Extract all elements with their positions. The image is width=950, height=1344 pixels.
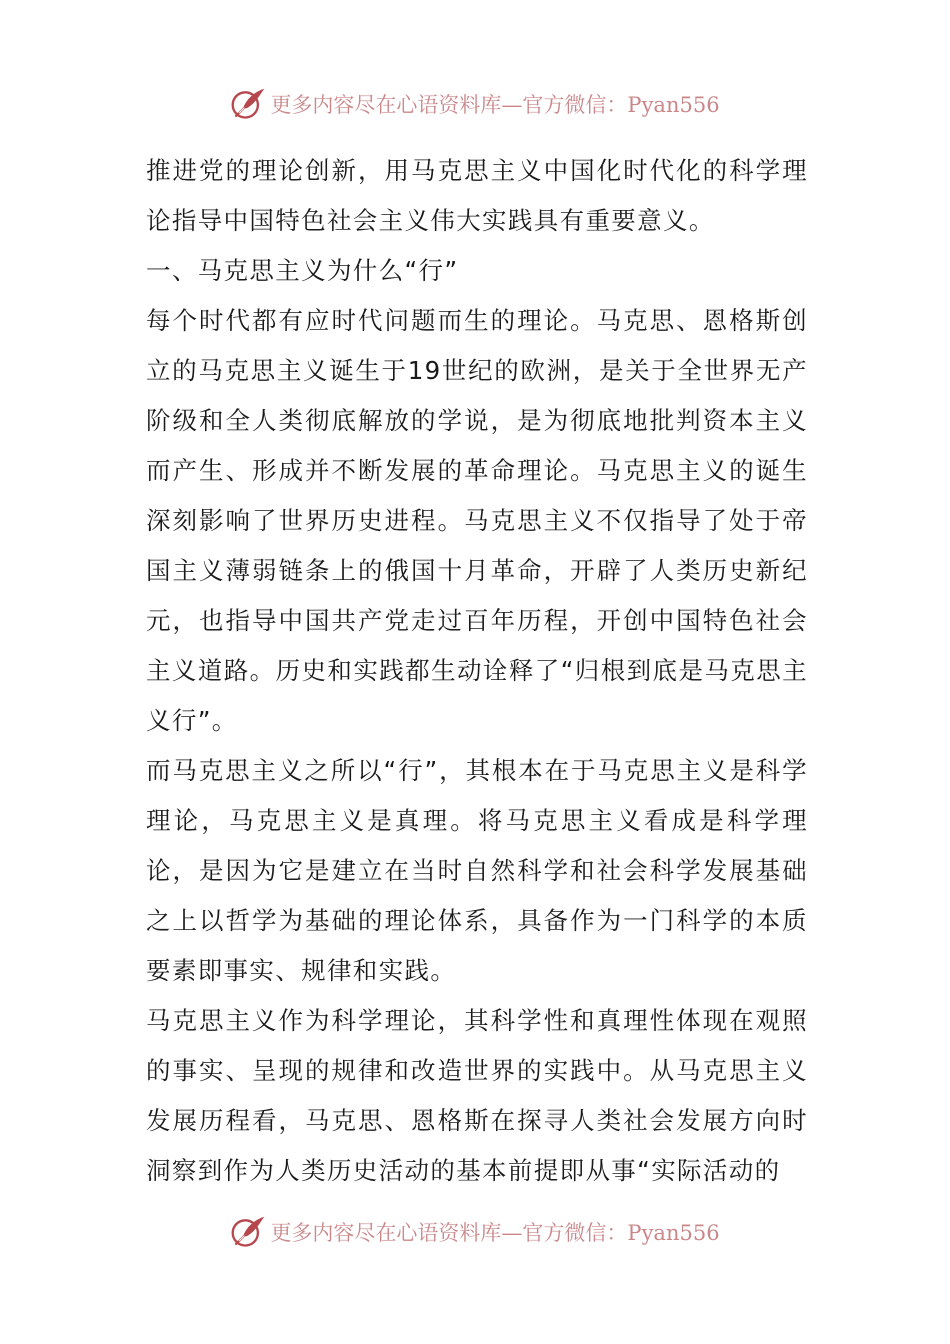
footer-watermark-text: 更多内容尽在心语资料库—官方微信：Pyan556 xyxy=(270,1221,720,1245)
footer-watermark-banner xyxy=(0,1212,950,1252)
paragraph-1: 推进党的理论创新，用马克思主义中国化时代化的科学理论指导中国特色社会主义伟大实践具有重要意义。 xyxy=(146,156,808,235)
header-watermark-banner xyxy=(0,84,950,124)
paragraph-4: 马克思主义作为科学理论，其科学性和真理性体现在观照的事实、呈现的规律和改造世界的实践中。从马克思主义发展历程看，马克思、恩格斯在探寻人类社会发展方向时洞察到作为人类历史活动的基本前提即从事“实际活动的 xyxy=(146,1006,808,1185)
quill-logo-icon xyxy=(230,1214,266,1250)
quill-logo-icon xyxy=(230,86,266,122)
section-heading: 一、马克思主义为什么“行” xyxy=(146,256,459,285)
paragraph-2: 每个时代都有应时代问题而生的理论。马克思、恩格斯创立的马克思主义诞生于19世纪的欧洲，是关于全世界无产阶级和全人类彻底解放的学说，是为彻底地批判资本主义而产生、形成并不断发展的革命理论。马克思主义的诞生深刻影响了世界历史进程。马克思主义不仅指导了处于帝国主义薄弱链条上的俄国十月革命，开辟了人类历史新纪元，也指导中国共产党走过百年历程，开创中国特色社会主义道路。历史和实践都生动诠释了“归根到底是马克思主义行”。 xyxy=(146,306,808,735)
document-body xyxy=(146,146,808,1196)
paragraph-3: 而马克思主义之所以“行”，其根本在于马克思主义是科学理论，马克思主义是真理。将马克思主义看成是科学理论，是因为它是建立在当时自然科学和社会科学发展基础之上以哲学为基础的理论体系，具备作为一门科学的本质要素即事实、规律和实践。 xyxy=(146,756,808,985)
header-watermark-text: 更多内容尽在心语资料库—官方微信：Pyan556 xyxy=(270,93,720,117)
